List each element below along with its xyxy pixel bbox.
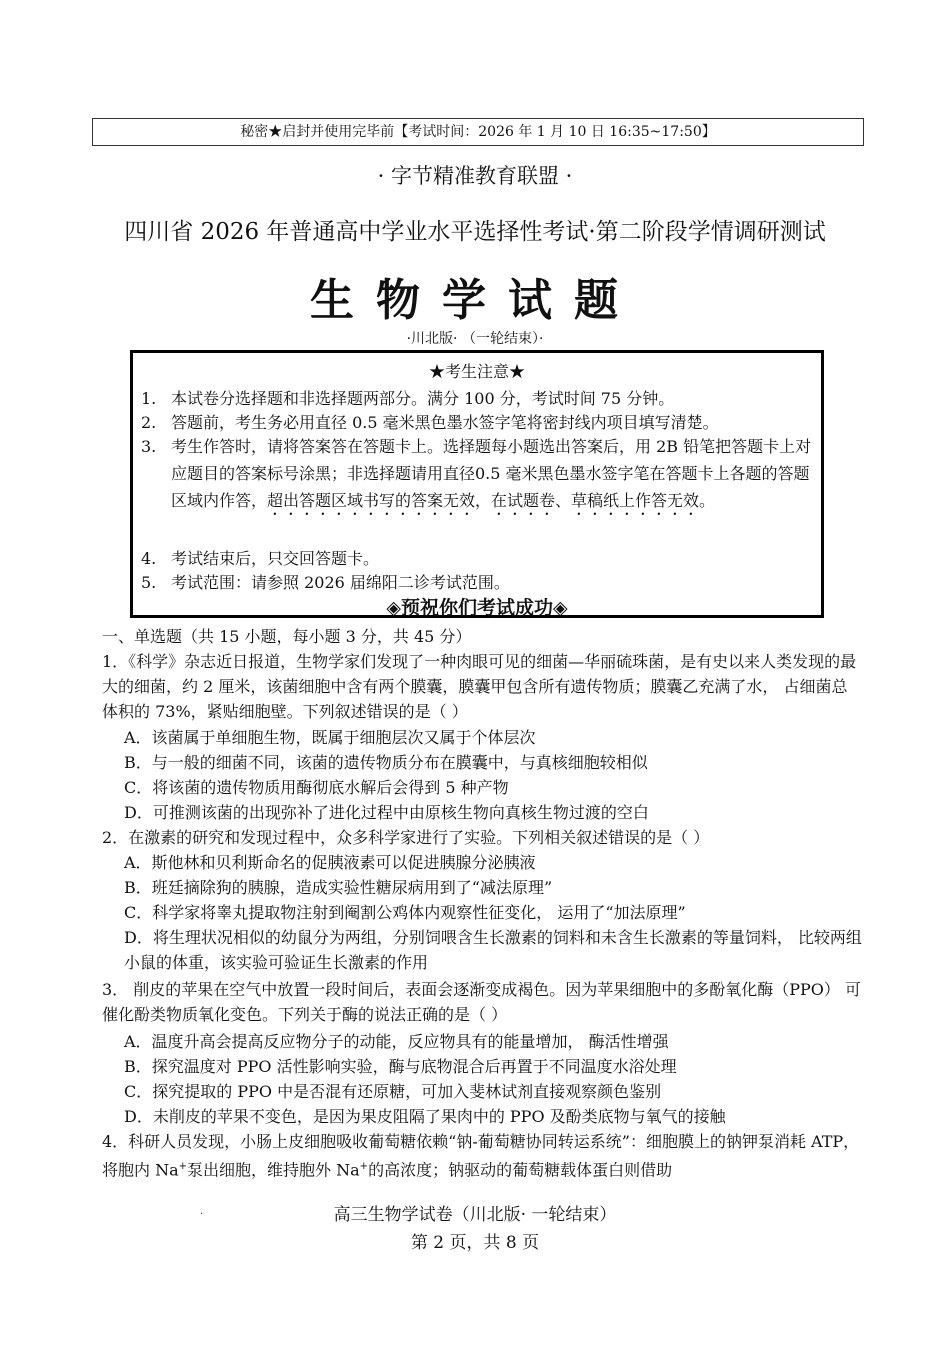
question-option-long [102, 925, 862, 975]
question-option: A．温度升高会提高反应物分子的动能，反应物具有的能量增加， 酶活性增强 [124, 1032, 669, 1051]
question-option: D．未削皮的苹果不变色，是因为果皮阻隔了果肉中的 PPO 及酚类底物与氧气的接触 [124, 1107, 726, 1126]
subject-title: 生物学试题 [310, 275, 640, 326]
question-stem-part: 的高浓度；钠驱动的葡萄糖载体蛋白则借助 [368, 1160, 673, 1180]
edition-label: ·川北版· （一轮结束）· [406, 331, 544, 347]
secret-line: 秘密★启封并使用完毕前【考试时间：2026 年 1 月 10 日 16:35~17:50】 [240, 124, 716, 140]
question-option: B．班廷摘除狗的胰腺，造成实验性糖尿病用到了“减法原理” [124, 878, 553, 897]
notice-item-text [171, 433, 821, 519]
footer-paper-title: 高三生物学试卷（川北版· 一轮结束） [333, 1205, 617, 1225]
notice-item [141, 545, 821, 572]
footer-page-number: 第 2 页，共 8 页 [410, 1233, 540, 1253]
question-option-text: D．将生理状况相似的幼鼠分为两组，分别饲喂含生长激素的饲料和未含生长激素的等量饲料， 比较两组小鼠的体重，该实验可验证生长激素的作用 [124, 928, 862, 972]
question-stem: 2．在激素的研究和发现过程中，众多科学家进行了实验。下列相关叙述错误的是（ ） [102, 828, 710, 847]
question-option: B．探究温度对 PPO 活性影响实验，酶与底物混合后再置于不同温度水浴处理 [124, 1057, 677, 1076]
notice-item [141, 433, 821, 519]
notice-item [141, 409, 821, 436]
notice-item-text-emphasis: 超出答题区域书写的答案无效，在试题卷、草稿纸上作答无效。 [267, 491, 716, 510]
question-stem-part: 4．科研人员发现，小肠上皮细胞吸收葡萄糖依赖“钠-葡萄糖协同转运系统”：细胞膜上的钠钾泵消耗 ATP，将胞内 Na [102, 1132, 860, 1180]
good-luck-banner: ◈预祝你们考试成功◈ [386, 597, 568, 619]
notice-box [130, 350, 824, 618]
question-stem: 3． 削皮的苹果在空气中放置一段时间后，表面会逐渐变成褐色。因为苹果细胞中的多酚氧化酶（PPO） 可催化酚类物质氧化变色。下列关于酶的说法正确的是（ ） [102, 980, 862, 1024]
stray-mark: . [200, 1206, 204, 1217]
notice-item-number: 5. [141, 573, 157, 592]
notice-item-text: 答题前，考生务必用直径 0.5 毫米黑色墨水签字笔将密封线内项目填写清楚。 [171, 413, 719, 432]
question-option: A．斯他林和贝利斯命名的促胰液素可以促进胰腺分泌胰液 [124, 853, 536, 872]
question-stem-part: 泵出细胞，维持胞外 Na [187, 1160, 360, 1180]
superscript: + [359, 1161, 369, 1172]
notice-item-text-plain: 考生作答时，请将答案答在答题卡上。选择题每小题选出答案后，用 2B 铅笔把答题卡上对应题目的答案标号涂黑；非选择题请用直径0.5 毫米黑色墨水签字笔在答题卡上各题的答题区域内作答， [171, 437, 812, 510]
notice-item-number: 4. [141, 549, 157, 568]
notice-item-text: 考试范围：请参照 2026 届绵阳二诊考试范围。 [171, 573, 510, 592]
question-option: D．可推测该菌的出现弥补了进化过程中由原核生物向真核生物过渡的空白 [124, 803, 649, 822]
exam-title: 四川省 2026 年普通高中学业水平选择性考试·第二阶段学情调研测试 [124, 219, 826, 245]
notice-item [141, 385, 821, 412]
question-option: C．科学家将睾丸提取物注射到阉割公鸡体内观察性征变化， 运用了“加法原理” [124, 903, 686, 922]
alliance-title: · 字节精准教育联盟 · [377, 164, 573, 188]
notice-item-number: 3. [141, 437, 157, 456]
notice-item-text: 考试结束后，只交回答题卡。 [171, 549, 380, 568]
section-title: 一、单选题（共 15 小题，每小题 3 分，共 45 分） [102, 627, 472, 646]
superscript: + [178, 1161, 188, 1172]
notice-item-number: 1. [141, 389, 157, 408]
notice-title: ★考生注意★ [428, 362, 525, 381]
question-option: C．探究提取的 PPO 中是否混有还原糖，可加入斐林试剂直接观察颜色鉴别 [124, 1082, 662, 1101]
notice-item [141, 569, 821, 596]
notice-item-text: 本试卷分选择题和非选择题两部分。满分 100 分，考试时间 75 分钟。 [171, 389, 675, 408]
notice-item-number: 2. [141, 413, 157, 432]
question-stem [102, 1129, 862, 1182]
question-option: C．将该菌的遗传物质用酶彻底水解后会得到 5 种产物 [124, 778, 509, 797]
question-option: A．该菌属于单细胞生物，既属于细胞层次又属于个体层次 [124, 728, 536, 747]
question-option: B．与一般的细菌不同，该菌的遗传物质分布在膜囊中，与真核细胞较相似 [124, 753, 648, 772]
question-stem: 1．《科学》杂志近日报道，生物学家们发现了一种肉眼可见的细菌—华丽硫珠菌，是有史以来人类发现的最大的细菌，约 2 厘米，该菌细胞中含有两个膜囊，膜囊甲包含所有遗传物质；膜囊乙充满了水， 占细菌总体积的 73%，紧贴细胞壁。下列叙述错误的是（ ） [102, 652, 857, 721]
secret-header-box [92, 118, 864, 146]
